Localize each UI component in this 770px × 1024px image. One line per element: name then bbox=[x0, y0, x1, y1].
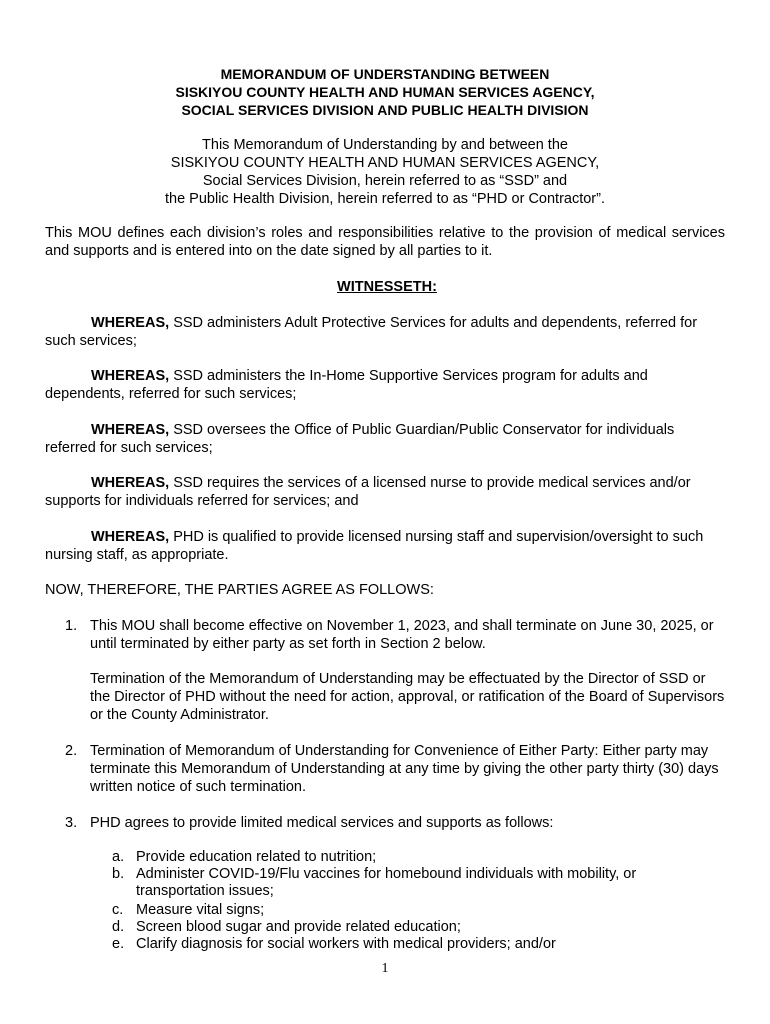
whereas-paragraph-3 bbox=[45, 421, 725, 457]
whereas-paragraph-5 bbox=[45, 528, 725, 564]
subitem-letter: a. bbox=[112, 849, 125, 865]
item-3-text: PHD agrees to provide limited medical services and supports as follows: bbox=[90, 815, 554, 831]
whereas-paragraph-2 bbox=[45, 367, 725, 403]
subitem-letter: d. bbox=[112, 919, 125, 935]
whereas-paragraph-4 bbox=[45, 474, 725, 510]
subitem-letter: c. bbox=[112, 902, 124, 918]
subitem-letter: b. bbox=[112, 866, 125, 882]
whereas-text: SSD oversees the Office of Public Guardian/Public Conservator for individuals referred for such services; bbox=[45, 422, 675, 456]
title-line-2: SISKIYOU COUNTY HEALTH AND HUMAN SERVICES AGENCY, bbox=[175, 84, 595, 100]
subitem-e-text: Clarify diagnosis for social workers with medical providers; and/or bbox=[136, 936, 556, 952]
now-therefore-heading: NOW, THEREFORE, THE PARTIES AGREE AS FOLLOWS: bbox=[45, 582, 434, 598]
intro-line-2: SISKIYOU COUNTY HEALTH AND HUMAN SERVICES AGENCY, bbox=[170, 155, 600, 171]
page-number: 1 bbox=[381, 961, 389, 976]
purpose-paragraph: This MOU defines each division’s roles and responsibilities relative to the provision of medical services and supports and is entered into on the date signed by all parties to it. bbox=[45, 225, 725, 259]
subitem-d-text: Screen blood sugar and provide related education; bbox=[136, 919, 461, 935]
item-1-text-2: Termination of the Memorandum of Understanding may be effectuated by the Director of SSD or the Director of PHD without the need for action, approval, or ratification of the Board of Supervisors or the County Administrator. bbox=[90, 671, 725, 723]
title-line-3: SOCIAL SERVICES DIVISION AND PUBLIC HEALTH DIVISION bbox=[181, 102, 589, 118]
whereas-label: WHEREAS, bbox=[91, 368, 170, 384]
whereas-text: PHD is qualified to provide licensed nursing staff and supervision/oversight to such nursing staff, as appropriate. bbox=[45, 529, 704, 563]
whereas-text: SSD administers Adult Protective Services for adults and dependents, referred for such services; bbox=[45, 315, 698, 349]
subitem-b-text: Administer COVID-19/Flu vaccines for homebound individuals with mobility, or transportation issues; bbox=[136, 866, 637, 899]
intro-line-3: Social Services Division, herein referred to as “SSD” and bbox=[202, 173, 568, 189]
title-line-1: MEMORANDUM OF UNDERSTANDING BETWEEN bbox=[220, 66, 550, 82]
item-2-text: Termination of Memorandum of Understanding for Convenience of Either Party: Either party may terminate this Memorandum of Understanding at any time by giving the other party thirty (30) days written notice of such termination. bbox=[90, 743, 719, 795]
intro-line-4: the Public Health Division, herein referred to as “PHD or Contractor”. bbox=[164, 191, 605, 207]
whereas-text: SSD administers the In-Home Supportive Services program for adults and dependents, referred for such services; bbox=[45, 368, 648, 402]
subitem-letter: e. bbox=[112, 936, 125, 952]
intro-line-1: This Memorandum of Understanding by and between the bbox=[202, 137, 568, 153]
whereas-label: WHEREAS, bbox=[91, 475, 170, 491]
whereas-label: WHEREAS, bbox=[91, 529, 170, 545]
item-1-text: This MOU shall become effective on November 1, 2023, and shall terminate on June 30, 2025, or until terminated by either party as set forth in Section 2 below. bbox=[90, 618, 714, 652]
subitem-a-text: Provide education related to nutrition; bbox=[136, 849, 377, 865]
whereas-label: WHEREAS, bbox=[91, 422, 170, 438]
witnesseth-heading: WITNESSETH: bbox=[337, 279, 437, 295]
item-number: 3. bbox=[65, 815, 78, 831]
subitem-c-text: Measure vital signs; bbox=[136, 902, 265, 918]
whereas-text: SSD requires the services of a licensed nurse to provide medical services and/or supports for individuals referred for services; and bbox=[45, 475, 691, 509]
item-number: 2. bbox=[65, 743, 78, 759]
whereas-paragraph-1 bbox=[45, 314, 725, 350]
item-number: 1. bbox=[65, 618, 78, 634]
whereas-label: WHEREAS, bbox=[91, 315, 170, 331]
